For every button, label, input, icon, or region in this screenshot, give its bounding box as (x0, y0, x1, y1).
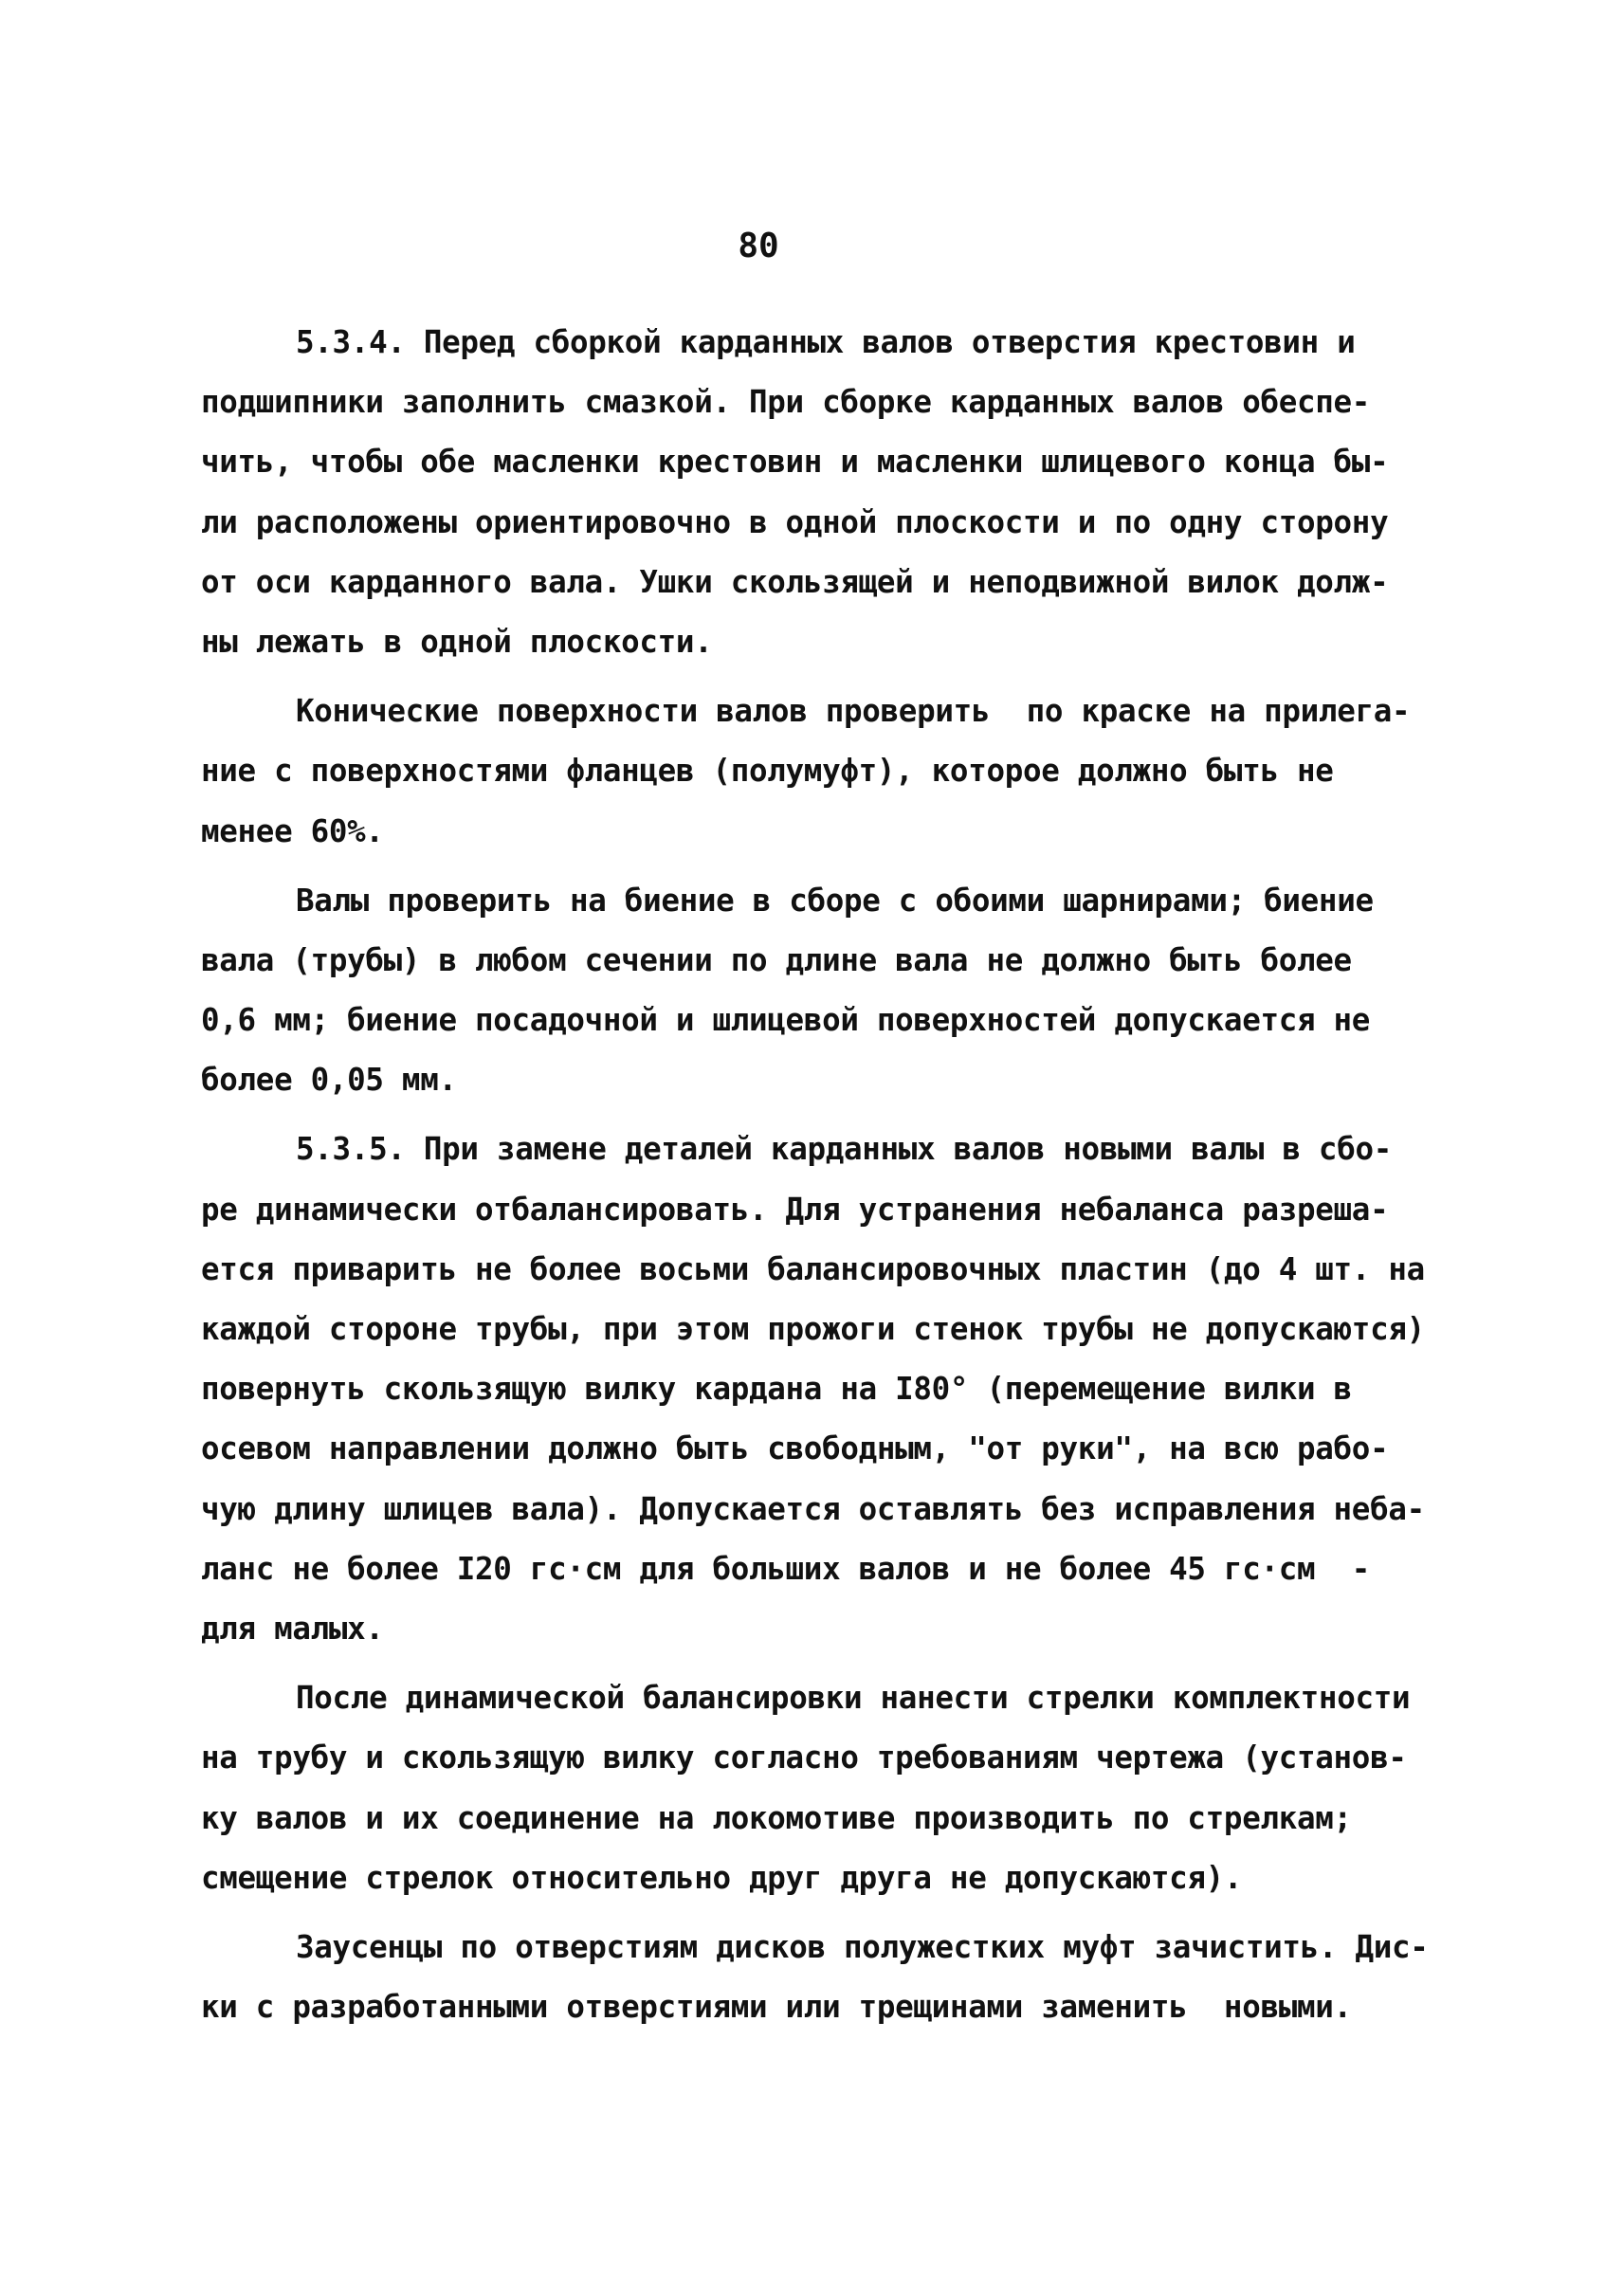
page-number: 80 (738, 227, 779, 265)
text-line: ки с разработанными отверстиями или трещинами заменить новыми. (201, 1989, 1352, 2026)
text-line: ны лежать в одной плоскости. (201, 623, 713, 660)
text-line: ется приварить не более восьми балансировочных пластин (до 4 шт. на (201, 1250, 1425, 1287)
body-text (201, 313, 1462, 2037)
text-line: чить, чтобы обе масленки крестовин и масленки шлицевого конца бы- (201, 444, 1389, 481)
text-line: ланс не более I20 гс·см для больших валов и не более 45 гс·см - (201, 1550, 1371, 1587)
text-line: ре динамически отбалансировать. Для устранения небаланса разреша- (201, 1191, 1389, 1228)
text-line: После динамической балансировки нанести стрелки комплектности (296, 1680, 1411, 1717)
text-line: 5.3.4. Перед сборкой карданных валов отверстия крестовин и (296, 324, 1356, 360)
text-line: для малых. (201, 1610, 384, 1647)
text-line: осевом направлении должно быть свободным, "от руки", на всю рабо- (201, 1430, 1389, 1467)
text-line: вала (трубы) в любом сечении по длине вала не должно быть более (201, 941, 1352, 978)
text-line: ние с поверхностями фланцев (полумуфт), которое должно быть не (201, 753, 1334, 790)
text-line: менее 60%. (201, 812, 384, 849)
text-line: Валы проверить на биение в сборе с обоими шарнирами; биение (296, 882, 1374, 919)
text-line: ли расположены ориентировочно в одной плоскости и по одну сторону (201, 503, 1389, 540)
text-line: подшипники заполнить смазкой. При сборке карданных валов обеспе- (201, 384, 1371, 421)
text-line: каждой стороне трубы, при этом прожоги стенок трубы не допускаются) (201, 1311, 1425, 1347)
text-line: 5.3.5. При замене деталей карданных валов новыми валы в сбо- (296, 1131, 1392, 1168)
text-line: смещение стрелок относительно друг друга не допускаются). (201, 1859, 1243, 1896)
text-line: Конические поверхности валов проверить по краске на прилега- (296, 693, 1411, 730)
text-line: более 0,05 мм. (201, 1062, 457, 1099)
text-line: 0,6 мм; биение посадочной и шлицевой поверхностей допускается не (201, 1002, 1371, 1039)
text-line: чую длину шлицев вала). Допускается оставлять без исправления неба- (201, 1490, 1425, 1527)
text-line: от оси карданного вала. Ушки скользящей и неподвижной вилок долж- (201, 563, 1389, 600)
text-line: на трубу и скользящую вилку согласно требованиям чертежа (установ- (201, 1739, 1407, 1776)
text-line: повернуть скользящую вилку кардана на I80° (перемещение вилки в (201, 1371, 1352, 1408)
text-line: ку валов и их соединение на локомотиве производить по стрелкам; (201, 1799, 1352, 1836)
text-line: Заусенцы по отверстиям дисков полужестких муфт зачистить. Дис- (296, 1928, 1429, 1965)
